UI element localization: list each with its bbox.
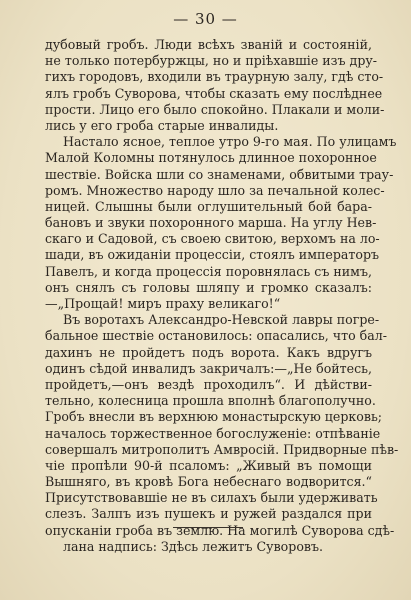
text-line: началось торжественное богослуженіе: отпѣваніе bbox=[45, 425, 381, 441]
text-line: опусканіи гроба въ землю. На могилѣ Суворова сдѣ- bbox=[45, 522, 395, 538]
text-line: пройдетъ,—онъ вездѣ проходилъ“. И дѣйстви- bbox=[45, 376, 372, 392]
text-line: совершалъ митрополитъ Амвросій. Придворные пѣв- bbox=[45, 441, 399, 457]
text-line: —„Прощай! миръ праху великаго!“ bbox=[45, 296, 281, 311]
paragraph-start-line: Въ воротахъ Александро-Невской лавры погре- bbox=[63, 312, 380, 328]
text-line: дахинъ не пройдетъ подъ ворота. Какъ вдругъ bbox=[45, 344, 372, 360]
text-line: одинъ сѣдой инвалидъ закричалъ:—„Не бойтесь, bbox=[45, 360, 372, 376]
text-line: ницей. Слышны были оглушительный бой бара- bbox=[45, 198, 372, 214]
text-line: Гробъ внесли въ верхнюю монастырскую церковь; bbox=[45, 409, 383, 425]
text-line: чіе пропѣли 90-й псаломъ: „Живый въ помощи bbox=[45, 457, 372, 473]
text-line: слезъ. Залпъ изъ пушекъ и ружей раздался при bbox=[45, 506, 372, 522]
text-line: Павелъ, и когда процессія поровнялась съ нимъ, bbox=[45, 263, 372, 279]
paragraph-start-line: Настало ясное, теплое утро 9-го мая. По улицамъ bbox=[63, 134, 397, 150]
text-line: шади, въ ожиданіи процессіи, стоялъ императоръ bbox=[45, 247, 380, 263]
text-line: Вышняго, въ кровѣ Бога небеснаго водворится.“ bbox=[45, 474, 372, 490]
text-line: гихъ городовъ, входили въ траурную залу, гдѣ сто- bbox=[45, 69, 384, 85]
text-line: скаго и Садовой, съ своею свитою, верхомъ на ло- bbox=[45, 231, 380, 247]
text-line: онъ снялъ съ головы шляпу и громко сказалъ: bbox=[45, 279, 372, 295]
text-line: Малой Коломны потянулось длинное похоронное bbox=[45, 150, 377, 166]
text-line: не только потербуржцы, но и пріѣхавшіе изъ дру- bbox=[45, 53, 378, 69]
text-line: Присутствовавшіе не въ силахъ были удерживать bbox=[45, 490, 378, 506]
text-line: ялъ гробъ Суворова, чтобы сказать ему послѣднее bbox=[45, 85, 383, 101]
text-line: прости. Лицо его было спокойно. Плакали и моли- bbox=[45, 101, 385, 117]
end-rule bbox=[173, 527, 243, 528]
text-line: тельно, колесница прошла вполнѣ благополучно. bbox=[45, 393, 376, 409]
inscription-line: лана надпись: Здѣсь лежитъ Суворовъ. bbox=[63, 538, 324, 554]
page-number: — 30 — bbox=[173, 10, 238, 28]
text-line: бановъ и звуки похоронного марша. На углу Нев- bbox=[45, 215, 377, 231]
text-line: лись у его гроба старые инвалиды. bbox=[45, 117, 279, 133]
text-line: ромъ. Множество народу шло за печальной колес- bbox=[45, 182, 385, 198]
text-line: бальное шествіе остановилось: опасались, что бал- bbox=[45, 328, 388, 344]
text-line: шествіе. Войска шли со знаменами, обвитыми трау- bbox=[45, 166, 394, 182]
body-text bbox=[45, 37, 399, 555]
text-line: дубовый гробъ. Люди всѣхъ званій и состояній, bbox=[45, 37, 372, 52]
